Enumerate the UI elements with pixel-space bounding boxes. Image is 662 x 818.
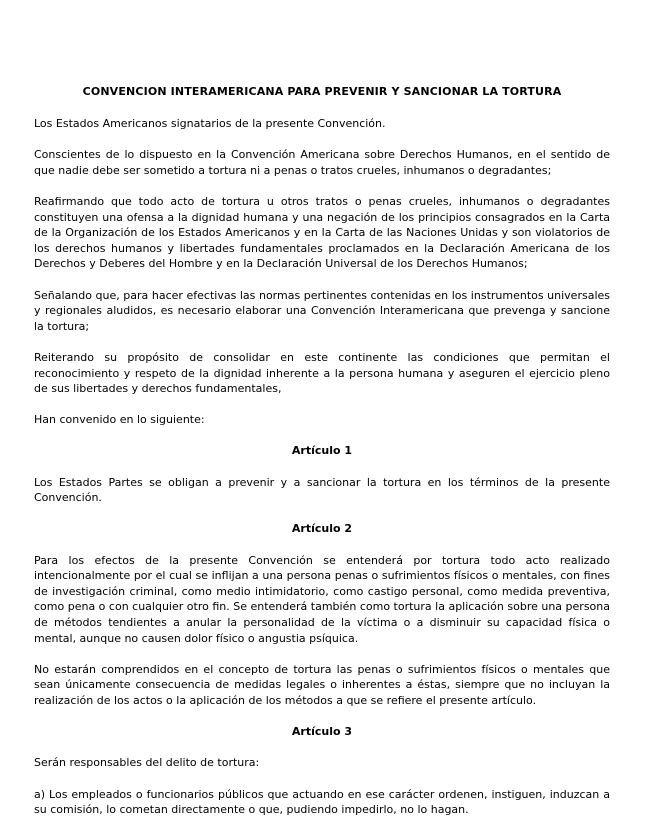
page-title: CONVENCION INTERAMERICANA PARA PREVENIR Y SANCIONAR LA TORTURA: [82, 85, 562, 98]
article-paragraph: Los Estados Partes se obligan a prevenir y a sancionar la tortura en los términos de la presente Convención.: [34, 475, 610, 505]
preamble-paragraph: Han convenido en lo siguiente:: [34, 413, 205, 427]
article-paragraph: a) Los empleados o funcionarios públicos que actuando en ese carácter ordenen, instiguen, induzcan a su comisión, lo cometan directamente o que, pudiendo impedirlo, no lo hagan.: [34, 787, 610, 817]
article-paragraph: Para los efectos de la presente Convención se entenderá por tortura todo acto realizado intencionalmente por el cual se inflijan a una persona penas o sufrimientos físicos o mentales, con fines de investigación criminal, como medio intimidatorio, como castigo personal, como medida preventiva, como pena o con cualquier otro fin. Se entenderá también como tortura la aplicación sobre una persona de métodos tendientes a anular la personalidad de la víctima o a disminuir su capacidad física o mental, aunque no causen dolor físico o angustia psíquica.: [34, 553, 610, 645]
article-paragraph: No estarán comprendidos en el concepto de tortura las penas o sufrimientos físicos o mentales que sean únicamente consecuencia de medidas legales o inherentes a éstas, siempre que no incluyan la realización de los actos o la aplicación de los métodos a que se refiere el presente artículo.: [34, 662, 610, 707]
preamble-paragraph: Reafirmando que todo acto de tortura u otros tratos o penas crueles, inhumanos o degradantes constituyen una ofensa a la dignidad humana y una negación de los principios consagrados en la Carta de la Organización de los Estados Americanos y en la Carta de las Naciones Unidas y son violatorios de los derechos humanos y libertades fundamentales proclamados en la Declaración Americana de los Derechos y Deberes del Hombre y en la Declaración Universal de los Derechos Humanos;: [34, 194, 610, 271]
article-heading-1: Artículo 1: [291, 444, 353, 458]
preamble-paragraph: Conscientes de lo dispuesto en la Convención Americana sobre Derechos Humanos, en el sentido de que nadie debe ser sometido a tortura ni a penas o tratos crueles, inhumanos o degradantes;: [34, 148, 610, 177]
preamble-paragraph: Los Estados Americanos signatarios de la presente Convención.: [34, 117, 386, 130]
preamble-paragraph: Señalando que, para hacer efectivas las normas pertinentes contenidas en los instrumentos universales y regionales aludidos, es necesario elaborar una Convención Interamericana que prevenga y sancione la tortura;: [34, 288, 610, 333]
article-heading-3: Artículo 3: [291, 725, 353, 739]
preamble-paragraph: Reiterando su propósito de consolidar en este continente las condiciones que permitan el reconocimiento y respeto de la dignidad inherente a la persona humana y aseguren el ejercicio pleno de sus libertades y derechos fundamentales,: [34, 350, 610, 396]
article-paragraph: Serán responsables del delito de tortura:: [34, 756, 260, 770]
article-heading-2: Artículo 2: [291, 522, 353, 536]
